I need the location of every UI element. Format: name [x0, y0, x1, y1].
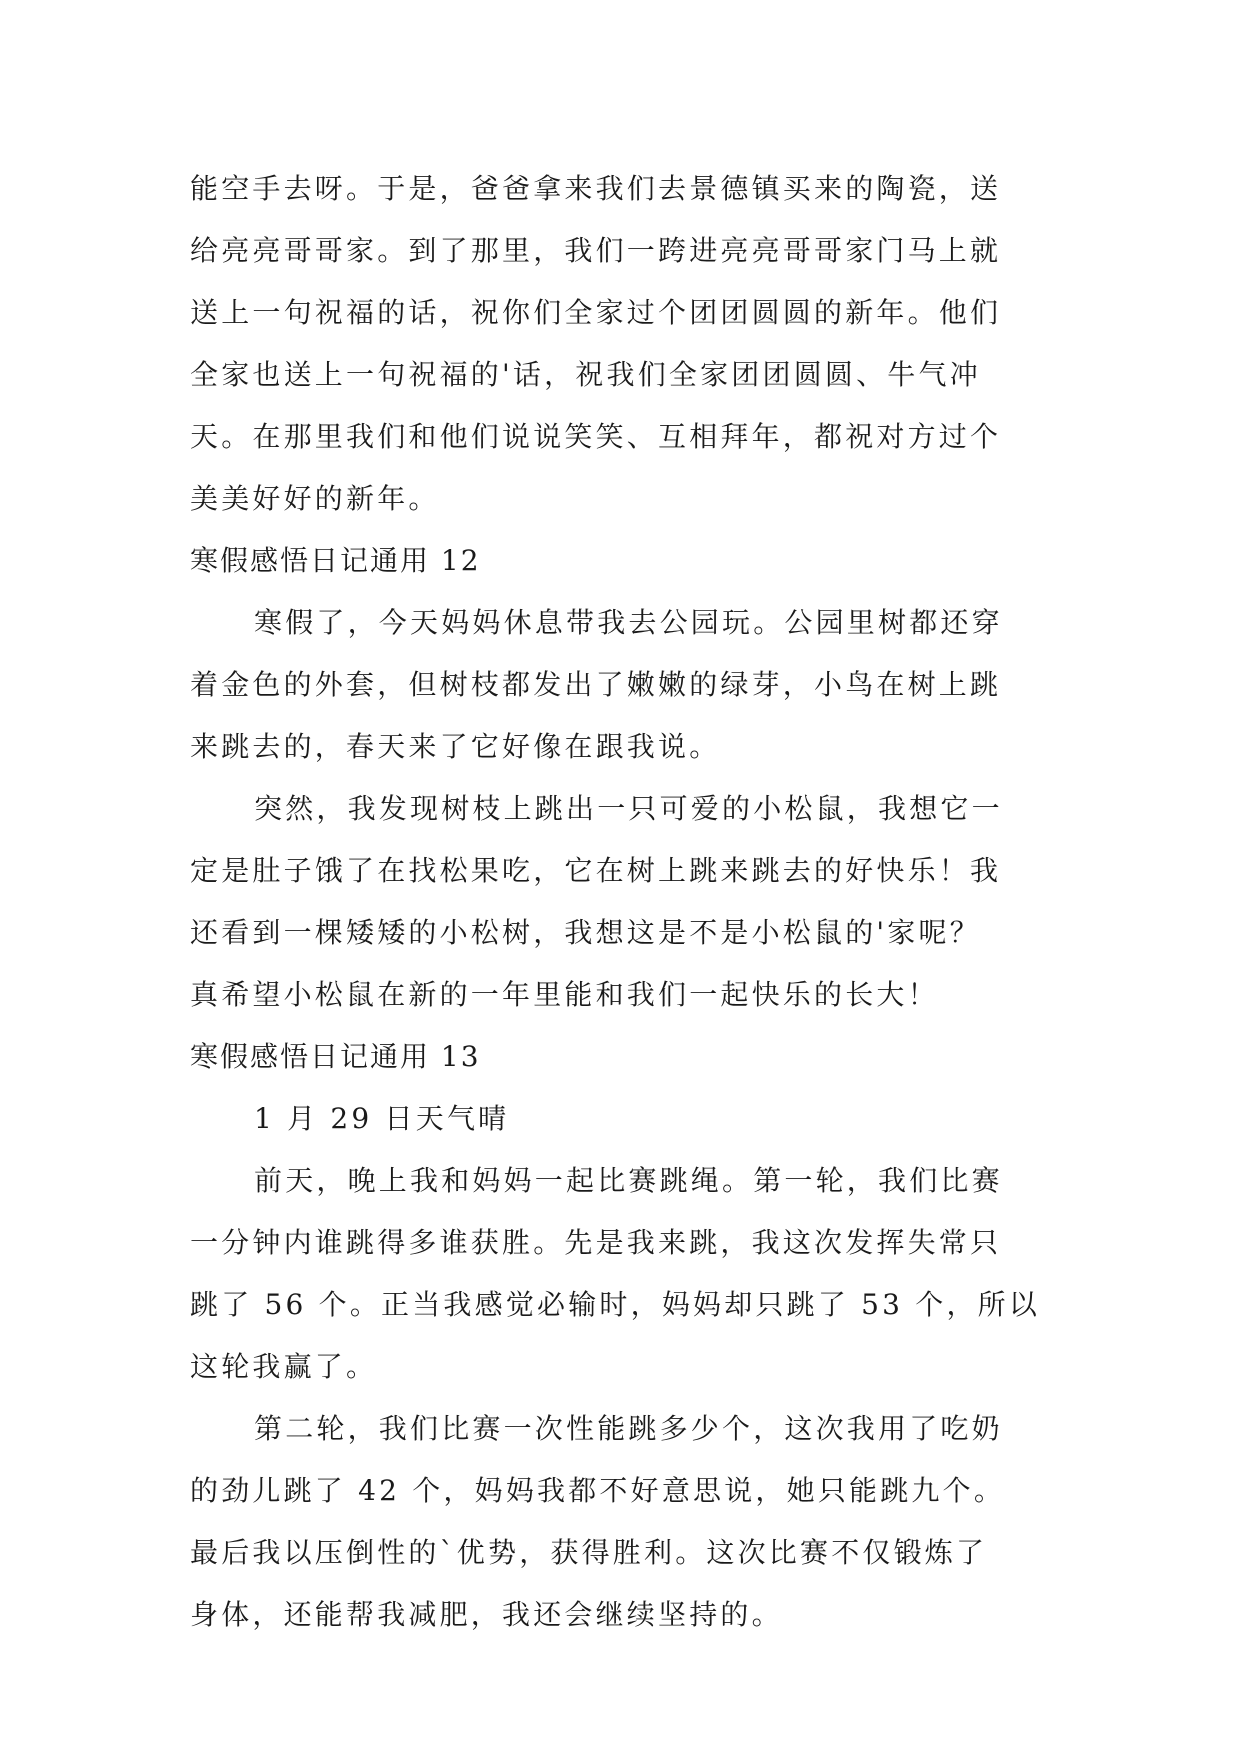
text-line: 天。在那里我们和他们说说笑笑、互相拜年，都祝对方过个	[190, 420, 1002, 453]
section-13-paragraph-1	[190, 1150, 1052, 1398]
section-12-paragraph-1	[190, 592, 1052, 778]
text-line: 给亮亮哥哥家。到了那里，我们一跨进亮亮哥哥家门马上就	[190, 234, 1002, 267]
text-line: 这轮我赢了。	[190, 1350, 378, 1383]
diary-date-line: 1 月 29 日天气晴	[254, 1102, 510, 1135]
text-line: 真希望小松鼠在新的一年里能和我们一起快乐的长大！	[190, 978, 939, 1011]
text-line: 第二轮，我们比赛一次性能跳多少个，这次我用了吃奶	[254, 1412, 1003, 1445]
paragraph-continued	[190, 158, 1052, 530]
text-line: 一分钟内谁跳得多谁获胜。先是我来跳，我这次发挥失常只	[190, 1226, 1002, 1259]
text-line: 美美好好的新年。	[190, 482, 440, 515]
text-line: 着金色的外套，但树枝都发出了嫩嫩的绿芽，小鸟在树上跳	[190, 668, 1002, 701]
section-heading-12: 寒假感悟日记通用 12	[190, 544, 481, 577]
text-line: 还看到一棵矮矮的小松树，我想这是不是小松鼠的'家呢？	[190, 916, 981, 949]
document-page	[190, 158, 1052, 1646]
section-heading-13: 寒假感悟日记通用 13	[190, 1040, 481, 1073]
text-line: 定是肚子饿了在找松果吃，它在树上跳来跳去的好快乐！我	[190, 854, 1002, 887]
section-13-paragraph-2	[190, 1398, 1052, 1646]
text-line: 能空手去呀。于是，爸爸拿来我们去景德镇买来的陶瓷，送	[190, 172, 1002, 205]
text-line: 送上一句祝福的话，祝你们全家过个团团圆圆的新年。他们	[190, 296, 1002, 329]
text-line: 身体，还能帮我减肥，我还会继续坚持的。	[190, 1598, 783, 1631]
text-line: 突然，我发现树枝上跳出一只可爱的小松鼠，我想它一	[254, 792, 1003, 825]
text-line: 跳了 56 个。正当我感觉必输时，妈妈却只跳了 53 个，所以	[190, 1288, 1041, 1321]
text-line: 全家也送上一句祝福的'话，祝我们全家团团圆圆、牛气冲	[190, 358, 981, 391]
text-line: 前天，晚上我和妈妈一起比赛跳绳。第一轮，我们比赛	[254, 1164, 1003, 1197]
text-line: 最后我以压倒性的`优势，获得胜利。这次比赛不仅锻炼了	[190, 1536, 988, 1569]
text-line: 寒假了，今天妈妈休息带我去公园玩。公园里树都还穿	[254, 606, 1003, 639]
text-line: 的劲儿跳了 42 个，妈妈我都不好意思说，她只能跳九个。	[190, 1474, 1006, 1507]
text-line: 来跳去的，春天来了它好像在跟我说。	[190, 730, 721, 763]
section-12-paragraph-2	[190, 778, 1052, 1026]
